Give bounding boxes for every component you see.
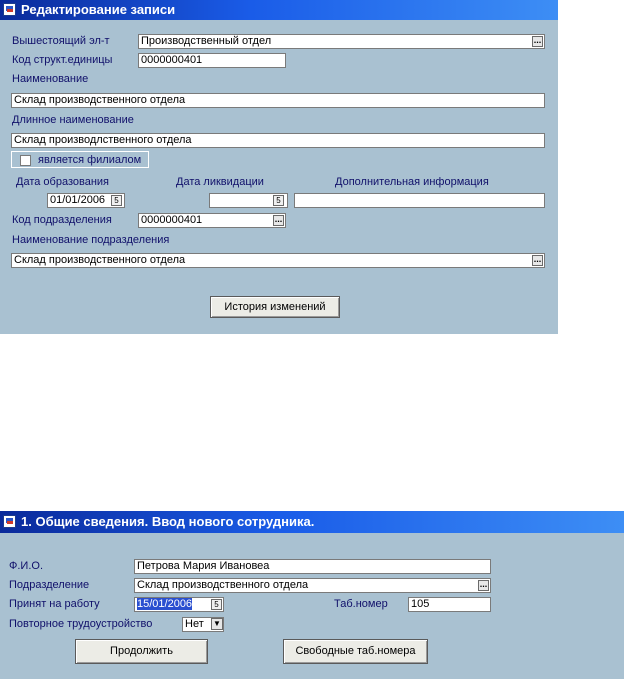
fio-value: Петрова Мария Ивановеа (137, 560, 270, 572)
edit-record-window (0, 0, 558, 334)
window-title: 1. Общие сведения. Ввод нового сотрудника. (21, 514, 315, 529)
fio-field[interactable] (134, 559, 491, 574)
dept-name-field[interactable] (11, 253, 545, 268)
fio-label: Ф.И.О. (9, 560, 43, 572)
free-tab-numbers-button[interactable]: Свободные таб.номера (283, 639, 428, 664)
history-button[interactable]: История изменений (210, 296, 340, 318)
long-name-value: Склад производлственного отдела (14, 134, 192, 146)
name-value: Склад производственного отдела (14, 94, 186, 106)
new-employee-titlebar (0, 511, 624, 533)
hired-date-calendar-button[interactable]: 5 (211, 599, 222, 610)
name-field[interactable] (11, 93, 545, 108)
formation-date-calendar-button[interactable]: 5 (111, 195, 122, 206)
branch-checkbox[interactable] (20, 155, 31, 166)
window-title: Редактирование записи (21, 2, 176, 17)
struct-code-value: 0000000401 (141, 54, 203, 66)
parent-browse-button[interactable]: ... (533, 35, 542, 45)
tab-number-label: Таб.номер (334, 598, 388, 610)
long-name-field[interactable] (11, 133, 545, 148)
parent-field[interactable] (138, 34, 545, 49)
tab-number-field[interactable] (408, 597, 491, 612)
dept-code-value: 0000000401 (141, 214, 203, 226)
dept-code-field[interactable] (138, 213, 286, 228)
long-name-label: Длинное наименование (12, 114, 134, 126)
continue-button[interactable]: Продолжить (75, 639, 208, 664)
dept-name-value: Склад производственного отдела (14, 254, 186, 266)
formation-date-value: 01/01/2006 (50, 194, 106, 206)
dept-name-browse-button[interactable]: ... (533, 254, 542, 264)
rehire-value: Нет (185, 618, 204, 630)
hired-date-label: Принят на работу (9, 598, 100, 610)
dept-name-label: Наименование подразделения (12, 234, 170, 246)
branch-label: является филиалом (38, 154, 142, 166)
name-label: Наименование (12, 73, 89, 85)
department-browse-button[interactable]: ... (479, 579, 488, 589)
rehire-dropdown-button[interactable] (211, 618, 223, 630)
struct-code-label: Код структ.единицы (12, 54, 113, 66)
liquidation-date-label: Дата ликвидации (176, 176, 264, 188)
hired-date-value: 15/01/2006 (137, 598, 193, 610)
dept-code-browse-button[interactable]: ... (274, 214, 283, 224)
formation-date-label: Дата образования (16, 176, 109, 188)
department-label: Подразделение (9, 579, 90, 591)
extra-info-field[interactable] (294, 193, 545, 208)
app-icon (3, 3, 16, 16)
rehire-label: Повторное трудоустройство (9, 618, 153, 630)
app-icon (3, 515, 16, 528)
edit-record-titlebar (0, 0, 558, 20)
tab-number-value: 105 (411, 598, 430, 610)
department-value: Склад производственного отдела (137, 579, 309, 591)
department-field[interactable] (134, 578, 491, 593)
chevron-down-icon: ▼ (213, 619, 221, 628)
struct-code-field[interactable] (138, 53, 286, 68)
new-employee-window (0, 511, 624, 679)
liquidation-date-calendar-button[interactable]: 5 (273, 195, 284, 206)
parent-value: Производственный отдел (141, 35, 272, 47)
branch-checkbox-group[interactable] (11, 151, 149, 168)
parent-label: Вышестоящий эл-т (12, 35, 110, 47)
dept-code-label: Код подразделения (12, 214, 112, 226)
extra-info-label: Дополнительная информация (335, 176, 489, 188)
